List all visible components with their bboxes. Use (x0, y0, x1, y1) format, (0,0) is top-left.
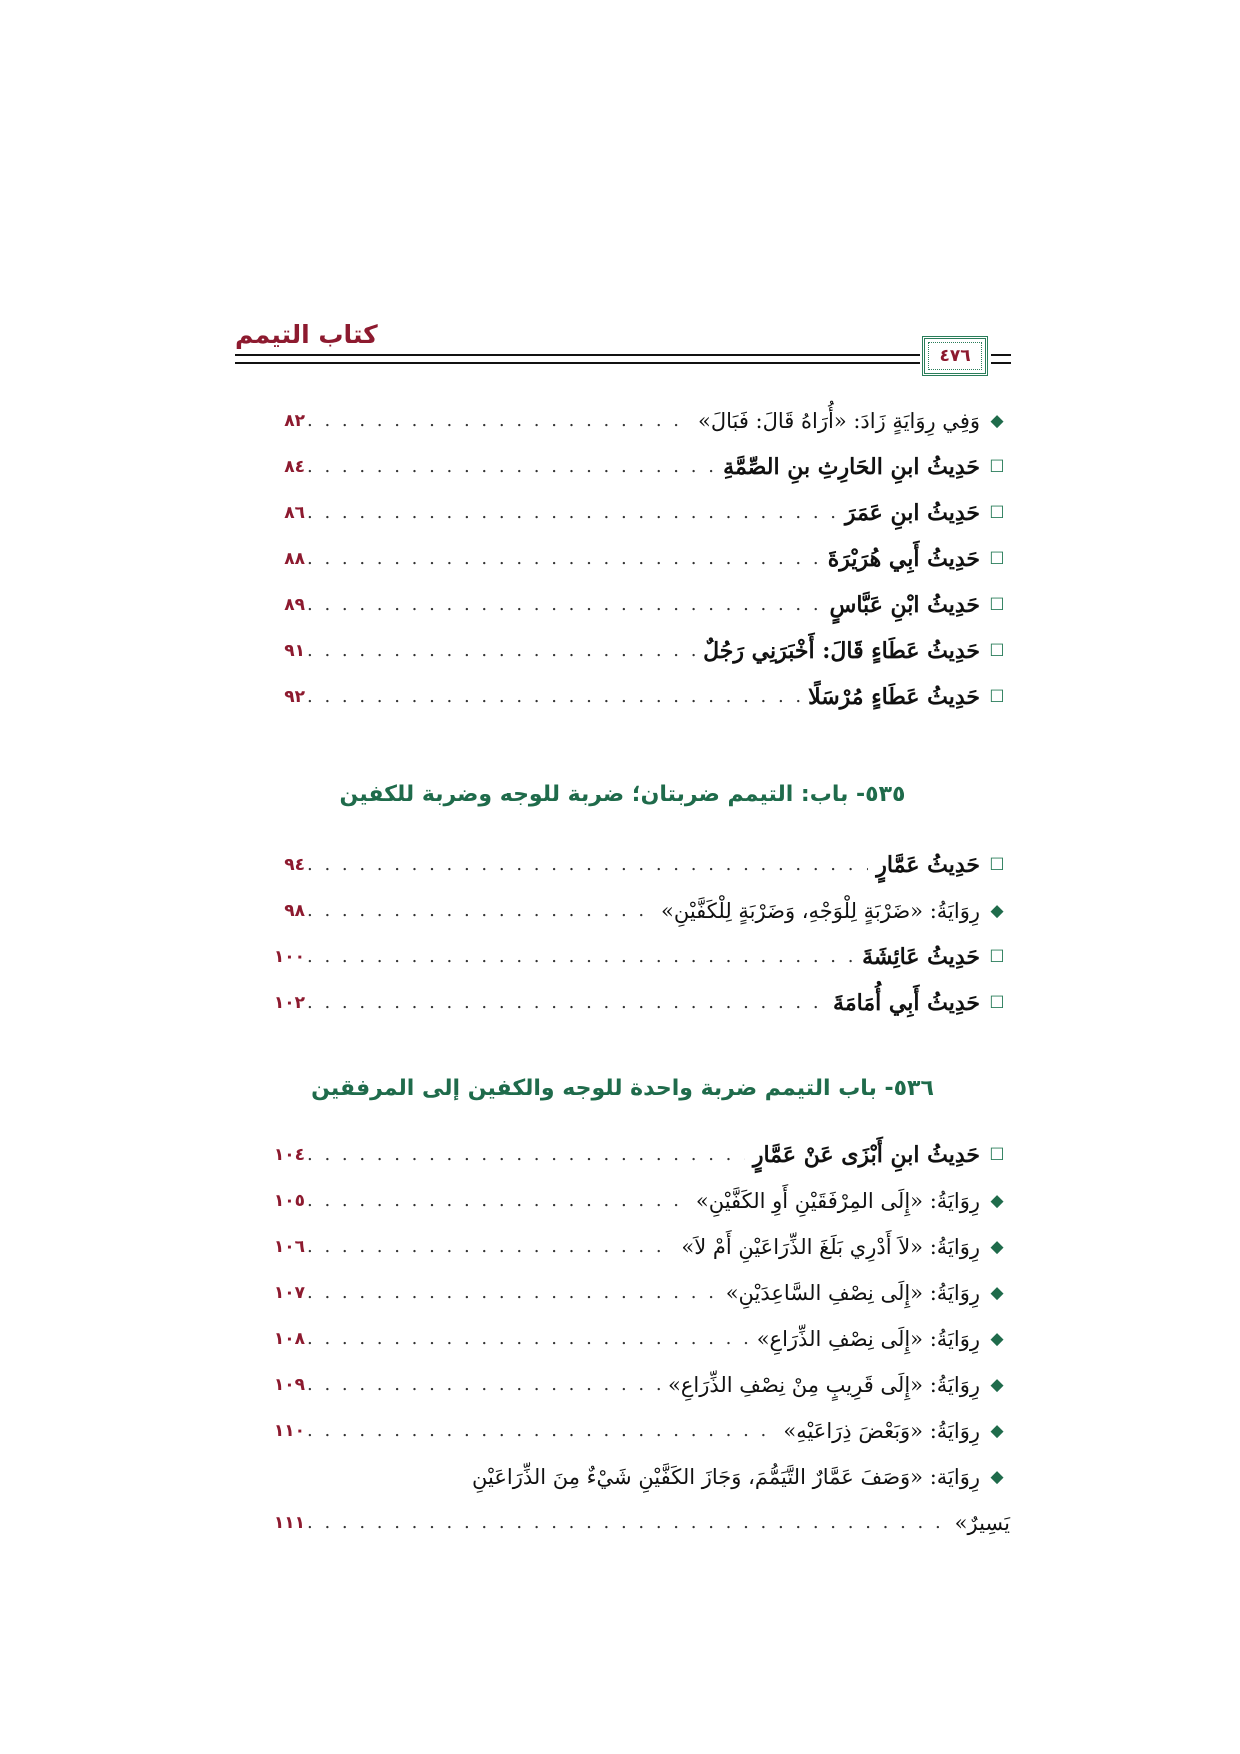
toc-entry-text: رِوَايَةُ: «إِلَى نِصْفِ الذِّرَاعِ» (756, 1327, 980, 1351)
toc-entry-page: ١٠٩ (273, 1375, 305, 1395)
section-heading: ٥٣٦- باب التيمم ضربة واحدة للوجه والكفين إلى المرفقين (311, 1076, 934, 1101)
toc-entry[interactable] (235, 1270, 1010, 1316)
leader-dots (307, 490, 837, 536)
square-bullet-icon: ☐ (989, 855, 1005, 875)
leader-dots (307, 582, 822, 628)
leader-dots (307, 842, 868, 888)
toc-entry[interactable] (235, 444, 1010, 490)
leader-dots (307, 1362, 660, 1408)
toc-entry-text: رِوَايَةُ: «ضَرْبَةٍ لِلْوَجْهِ، وَضَرْبَةٍ لِلْكَفَّيْنِ» (661, 899, 980, 923)
toc-entry[interactable] (235, 398, 1010, 444)
header-rule (235, 362, 920, 364)
leader-dots (307, 536, 820, 582)
leader-dots (307, 1500, 947, 1546)
toc-entry-text: رِوَايَةُ: «لاَ أَدْرِي بَلَغَ الذِّرَاعَيْنِ أَمْ لاَ» (681, 1235, 980, 1259)
toc-entry[interactable] (235, 1178, 1010, 1224)
section-heading: ٥٣٥- باب: التيمم ضربتان؛ ضربة للوجه وضربة للكفين (339, 782, 906, 807)
toc-entry-page: ١٠٤ (273, 1145, 305, 1165)
leader-dots (307, 1132, 745, 1178)
leader-dots (307, 980, 825, 1026)
leader-dots (307, 1224, 673, 1270)
square-bullet-icon: ☐ (989, 503, 1005, 523)
toc-entry[interactable] (235, 842, 1010, 888)
toc-entry[interactable] (235, 1362, 1010, 1408)
toc-entry-text-continued: يَسِيرٌ» (954, 1511, 1010, 1535)
toc-entry-page: ١٠٠ (273, 947, 305, 967)
header-rule (991, 354, 1011, 356)
square-bullet-icon: ☐ (989, 993, 1005, 1013)
toc-entry[interactable] (235, 628, 1010, 674)
toc-entry[interactable] (235, 1224, 1010, 1270)
toc-entry-text: رِوَايَةُ: «إِلَى المِرْفَقَيْنِ أَوِ الكَفَّيْنِ» (695, 1189, 980, 1213)
diamond-bullet-icon: ◆ (990, 1283, 1004, 1303)
leader-dots (307, 1178, 688, 1224)
square-bullet-icon: ☐ (989, 947, 1005, 967)
diamond-bullet-icon: ◆ (990, 1467, 1004, 1487)
toc-entry-multiline-first[interactable] (235, 1454, 1010, 1500)
toc-entry-text: حَدِيثُ أَبِي هُرَيْرَةَ (827, 546, 980, 572)
diamond-bullet-icon: ◆ (990, 901, 1004, 921)
leader-dots (307, 1316, 749, 1362)
toc-entry-text: وَفِي رِوَايَةٍ زَادَ: «أُرَاهُ قَالَ: فَبَالَ» (698, 409, 980, 433)
diamond-bullet-icon: ◆ (990, 1191, 1004, 1211)
toc-entry[interactable] (235, 980, 1010, 1026)
toc-entry-text: حَدِيثُ عَمَّارٍ (876, 852, 980, 878)
toc-entry-page: ١٠٨ (273, 1329, 305, 1349)
leader-dots (307, 1408, 775, 1454)
toc-entry-page: ١٠٦ (273, 1237, 305, 1257)
toc-entry-page: ٩٤ (284, 855, 305, 875)
square-bullet-icon: ☐ (989, 457, 1005, 477)
toc-entry-text: رِوَايَةُ: «إِلَى قَرِيبٍ مِنْ نِصْفِ الذِّرَاعِ» (668, 1373, 980, 1397)
page-number-frame (922, 336, 988, 376)
toc-entry-page: ١٠٢ (273, 993, 305, 1013)
toc-entry[interactable] (235, 582, 1010, 628)
toc-entry-page: ٩١ (284, 641, 305, 661)
toc-entry-page: ٨٩ (284, 595, 305, 615)
toc-entry[interactable] (235, 1132, 1010, 1178)
toc-entry-text: حَدِيثُ عَائِشَةَ (862, 944, 980, 970)
toc-entry-multiline-second[interactable] (235, 1500, 1010, 1546)
toc-entry-text: رِوَايَة: «وَصَفَ عَمَّارٌ التَّيَمُّمَ، وَجَازَ الكَفَّيْنِ شَيْءٌ مِنَ الذِّرَاعَيْنِ (472, 1465, 980, 1489)
toc-entry-page: ١٠٥ (273, 1191, 305, 1211)
square-bullet-icon: ☐ (989, 549, 1005, 569)
leader-dots (307, 888, 653, 934)
leader-dots (307, 674, 800, 720)
square-bullet-icon: ☐ (989, 595, 1005, 615)
toc-entry-text: رِوَايَةُ: «إِلَى نِصْفِ السَّاعِدَيْنِ» (725, 1281, 980, 1305)
leader-dots (307, 1270, 718, 1316)
toc-entry-text: حَدِيثُ أَبِي أُمَامَةَ (833, 990, 980, 1016)
diamond-bullet-icon: ◆ (990, 411, 1004, 431)
square-bullet-icon: ☐ (989, 687, 1005, 707)
leader-dots (307, 444, 715, 490)
leader-dots (307, 628, 695, 674)
page-number: ٤٧٦ (939, 346, 971, 366)
toc-entry-text: حَدِيثُ ابنِ عَمَرَ (844, 500, 980, 526)
toc-entry[interactable] (235, 1408, 1010, 1454)
toc-entry[interactable] (235, 1316, 1010, 1362)
header-rule (235, 354, 920, 356)
toc-entry[interactable] (235, 490, 1010, 536)
toc-entry-page: ٩٢ (284, 687, 305, 707)
toc-entry-page: ١١٠ (273, 1421, 305, 1441)
toc-entry[interactable] (235, 536, 1010, 582)
leader-dots (307, 398, 690, 444)
square-bullet-icon: ☐ (989, 1145, 1005, 1165)
toc-entry-page: ٨٢ (284, 411, 305, 431)
toc-entry-page: ٨٤ (284, 457, 305, 477)
toc-entry-page: ٨٨ (284, 549, 305, 569)
toc-entry-page: ١٠٧ (273, 1283, 305, 1303)
toc-entry-text: حَدِيثُ ابنِ الحَارِثِ بنِ الصِّمَّةِ (723, 454, 980, 480)
toc-entry-text: حَدِيثُ ابْنِ عَبَّاسٍ (829, 592, 980, 618)
square-bullet-icon: ☐ (989, 641, 1005, 661)
header-rule (991, 362, 1011, 364)
diamond-bullet-icon: ◆ (990, 1329, 1004, 1349)
toc-entry-page: ٩٨ (284, 901, 305, 921)
toc-entry[interactable] (235, 934, 1010, 980)
toc-entry-text: رِوَايَةُ: «وَبَعْضَ ذِرَاعَيْهِ» (783, 1419, 980, 1443)
toc-entry-text: حَدِيثُ عَطَاءٍ مُرْسَلًا (808, 684, 980, 710)
toc-entry-page: ١١١ (273, 1513, 305, 1533)
diamond-bullet-icon: ◆ (990, 1375, 1004, 1395)
toc-entry-page: ٨٦ (284, 503, 305, 523)
toc-entry[interactable] (235, 674, 1010, 720)
leader-dots (307, 934, 854, 980)
toc-entry-text: حَدِيثُ ابنِ أَبْزَى عَنْ عَمَّارٍ (752, 1142, 980, 1168)
toc-entry[interactable] (235, 888, 1010, 934)
diamond-bullet-icon: ◆ (990, 1421, 1004, 1441)
diamond-bullet-icon: ◆ (990, 1237, 1004, 1257)
running-header-book-title: كتاب التيمم (235, 320, 378, 349)
toc-entry-text: حَدِيثُ عَطَاءٍ قَالَ: أَخْبَرَنِي رَجُلٌ (703, 638, 980, 664)
